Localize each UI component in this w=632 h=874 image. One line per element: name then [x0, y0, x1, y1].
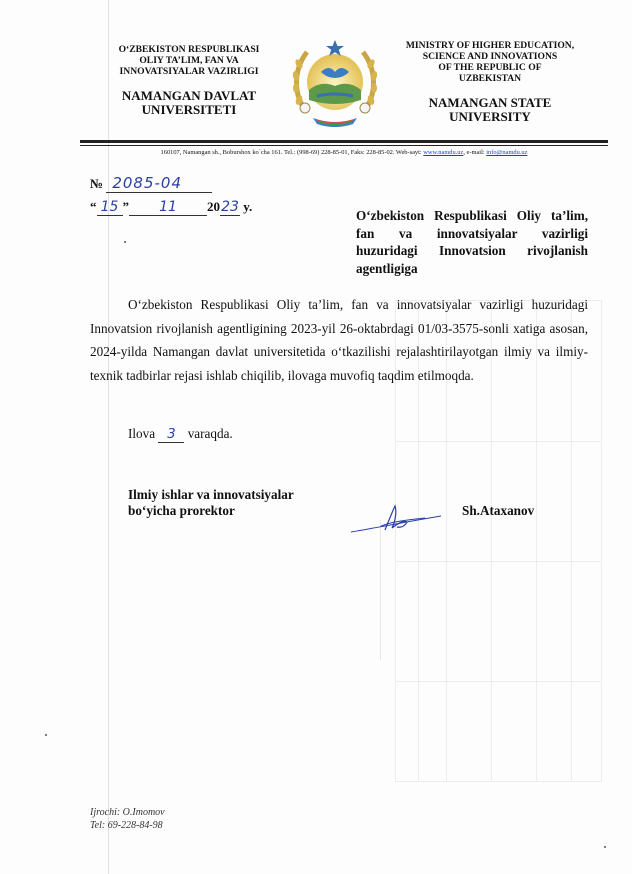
letterhead-right — [392, 40, 588, 124]
date-quote: “ — [90, 199, 97, 214]
letterhead-right-line: MINISTRY OF HIGHER EDUCATION, — [405, 40, 575, 51]
handwritten-year: 23 — [221, 199, 239, 215]
signer-title — [128, 487, 294, 519]
university-name-uz — [100, 89, 278, 117]
contacts-line — [80, 148, 608, 157]
handwritten-number: 2085-04 — [106, 174, 212, 193]
letterhead-left — [100, 44, 278, 117]
registration-number — [90, 174, 212, 193]
letterhead-left-line: O‘ZBEKISTON RESPUBLIKASI — [118, 44, 260, 55]
annex-prefix: Ilova — [128, 426, 156, 441]
addressee: O‘zbekiston Respublikasi Oliy ta’lim, fan va innovatsiyalar vazirligi huzuridagi Innovatsion rivojlanish agentligiga — [356, 208, 588, 276]
annex-line — [128, 426, 233, 443]
year-prefix: 20 — [207, 199, 220, 214]
number-label: № — [90, 176, 104, 191]
letterhead-left-line: INNOVATSIYALAR VAZIRLIGI — [119, 66, 259, 77]
fold-line — [108, 0, 109, 874]
registration-date — [90, 199, 252, 216]
fold-line — [380, 520, 381, 660]
letterhead-right-line: SCIENCE AND INNOVATIONS — [422, 51, 558, 62]
executor-name: Ijrochi: O.Imomov — [90, 807, 165, 818]
handwritten-day: 15 — [97, 199, 123, 216]
letterhead-right-line: UZBEKISTAN — [458, 73, 522, 84]
letterhead-rule — [80, 145, 608, 146]
executor-phone: Tel: 69-228-84-98 — [90, 820, 163, 831]
contacts-separator: , e-mail: — [463, 149, 487, 156]
contacts-address: 160107, Namangan sh., Boburshox ko`cha 161. Tel.: (998-69) 228-85-01, Faks: 228-85-02. Web-sayt: — [160, 149, 424, 156]
university-name-en-line: UNIVERSITY — [449, 109, 531, 124]
letterhead-rule — [80, 140, 608, 143]
university-name-uz-line: UNIVERSITETI — [141, 102, 237, 117]
state-emblem-icon — [287, 34, 383, 130]
signer-title-line: bo‘yicha prorektor — [128, 503, 235, 518]
signer-title-line: Ilmiy ishlar va innovatsiyalar — [128, 487, 294, 502]
letterhead-right-line: OF THE REPUBLIC OF — [438, 62, 542, 73]
annex-suffix: varaqda. — [187, 426, 233, 441]
executor-info — [90, 806, 165, 832]
paper-speck — [604, 846, 606, 848]
signature-icon — [345, 500, 445, 540]
body-paragraph: O‘zbekiston Respublikasi Oliy ta’lim, fan va innovatsiyalar vazirligi huzuridagi Innovatsion rivojlanish agentligining 2023-yil 26-oktabrdagi 01/03-3575-sonli xatiga asosan, 2024-yilda Namangan davlat universitetida o‘tkazilishi rejalashtirilayotgan ilmiy va ilmiy-texnik tadbirlar rejasi ishlab chiqilib, ilovaga muvofiq taqdim etilmoqda. — [90, 297, 588, 383]
university-name-uz-line: NAMANGAN DAVLAT — [121, 88, 257, 103]
handwritten-annex-count: 3 — [158, 427, 184, 443]
year-unit: y. — [243, 199, 253, 214]
letterhead-left-line: OLIY TA’LIM, FAN VA — [139, 55, 239, 66]
email-link[interactable]: info@namdu.uz — [486, 149, 528, 156]
university-name-en-line: NAMANGAN STATE — [428, 95, 552, 110]
date-quote: ” — [122, 199, 129, 214]
paper-speck — [45, 734, 47, 736]
letter-body — [90, 293, 588, 387]
handwritten-month: 11 — [129, 199, 207, 216]
university-name-en — [392, 96, 588, 124]
signer-name: Sh.Ataxanov — [462, 503, 535, 518]
paper-speck — [124, 241, 126, 243]
website-link[interactable]: www.namdu.uz — [423, 149, 464, 156]
